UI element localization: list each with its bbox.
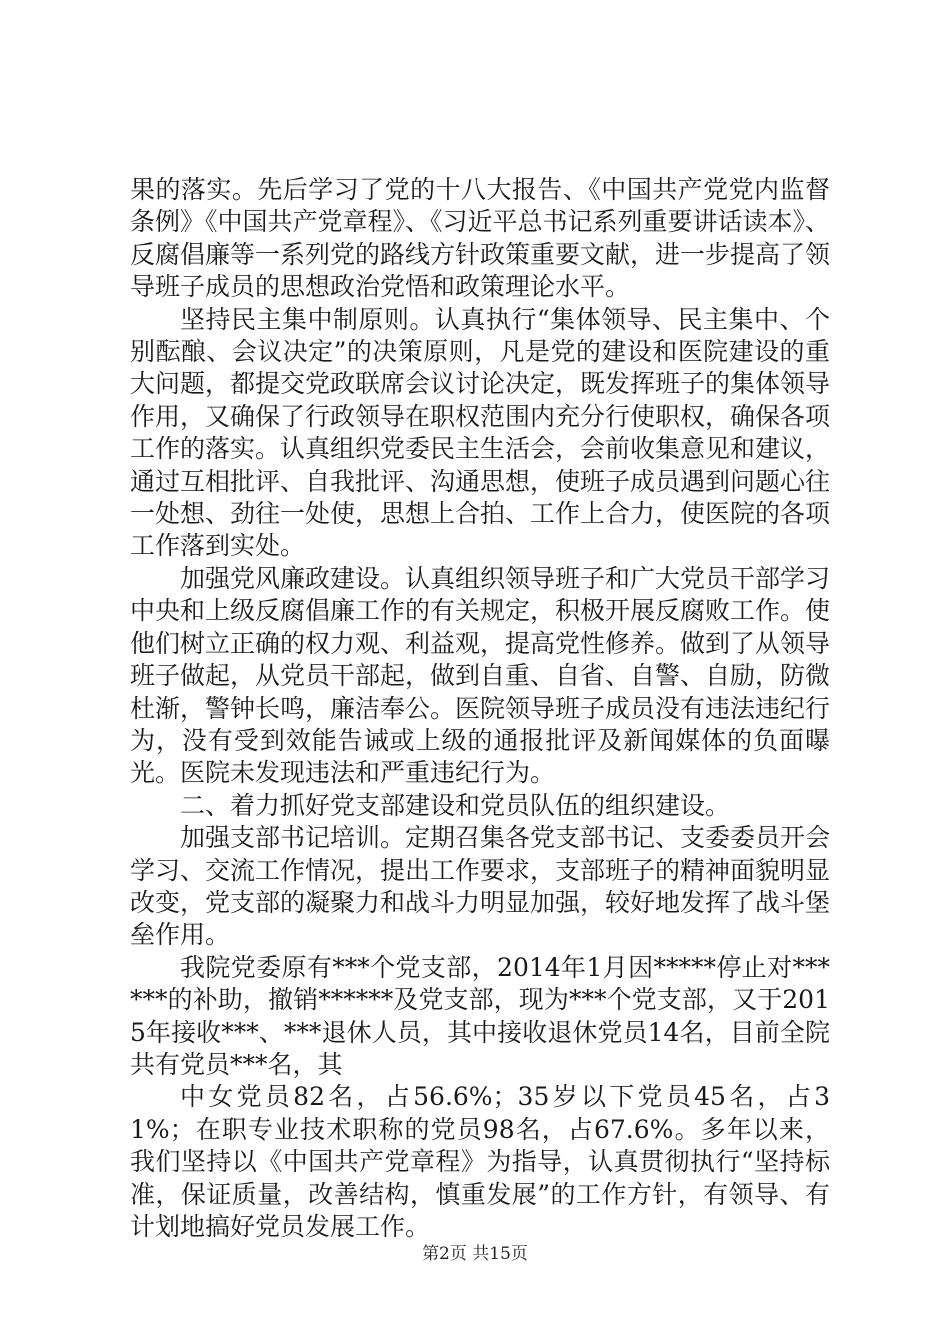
paragraph-2: 坚持民主集中制原则。认真执行“集体领导、民主集中、个别酝酿、会议决定”的决策原则，凡是党的建设和医院建设的重大问题，都提交党政联席会议讨论决定，既发挥班子的集体领导作用，又确保了行政领导在职权范围内充分行使职权，确保各项工作的落实。认真组织党委民主生活会，会前收集意见和建议，通过互相批评、自我批评、沟通思想，使班子成员遇到问题心往一处想、劲往一处使，思想上合拍、工作上合力，使医院的各项工作落到实处。 xyxy=(130,304,831,561)
document-body xyxy=(130,174,830,1243)
paragraph-5: 我院党委原有***个党支部，2014年1月因*****停止对******的补助，撤销******及党支部，现为***个党支部，又于2015年接收***、***退休人员，其中接收退休党员14名，目前全院共有党员***名，其 xyxy=(130,952,830,1079)
paragraph-6: 中女党员82名，占56.6%；35岁以下党员45名，占31%；在职专业技术职称的党员98名，占67.6%。多年以来，我们坚持以《中国共产党章程》为指导，认真贯彻执行“坚持标准，保证质量，改善结构，慎重发展”的工作方针，有领导、有计划地搞好党员发展工作。 xyxy=(130,1082,830,1241)
section-heading: 二、着力抓好党支部建设和党员队伍的组织建设。 xyxy=(180,790,731,820)
paragraph-1: 果的落实。先后学习了党的十八大报告、《中国共产党党内监督条例》《中国共产党章程》、《习近平总书记系列重要讲话读本》、反腐倡廉等一系列党的路线方针政策重要文献，进一步提高了领导班子成员的思想政治党悟和政策理论水平。 xyxy=(130,175,831,302)
page-footer: 第2页 共15页 xyxy=(422,1244,528,1264)
paragraph-3: 加强党风廉政建设。认真组织领导班子和广大党员干部学习中央和上级反腐倡廉工作的有关规定，积极开展反腐败工作。使他们树立正确的权力观、利益观，提高党性修养。做到了从领导班子做起，从党员干部起，做到自重、自省、自警、自励，防微杜渐，警钟长鸣，廉洁奉公。医院领导班子成员没有违法违纪行为，没有受到效能告诫或上级的通报批评及新闻媒体的负面曝光。医院未发现违法和严重违纪行为。 xyxy=(130,563,831,788)
paragraph-4: 加强支部书记培训。定期召集各党支部书记、支委委员开会学习、交流工作情况，提出工作要求，支部班子的精神面貌明显改变，党支部的凝聚力和战斗力明显加强，较好地发挥了战斗堡垒作用。 xyxy=(130,823,831,950)
